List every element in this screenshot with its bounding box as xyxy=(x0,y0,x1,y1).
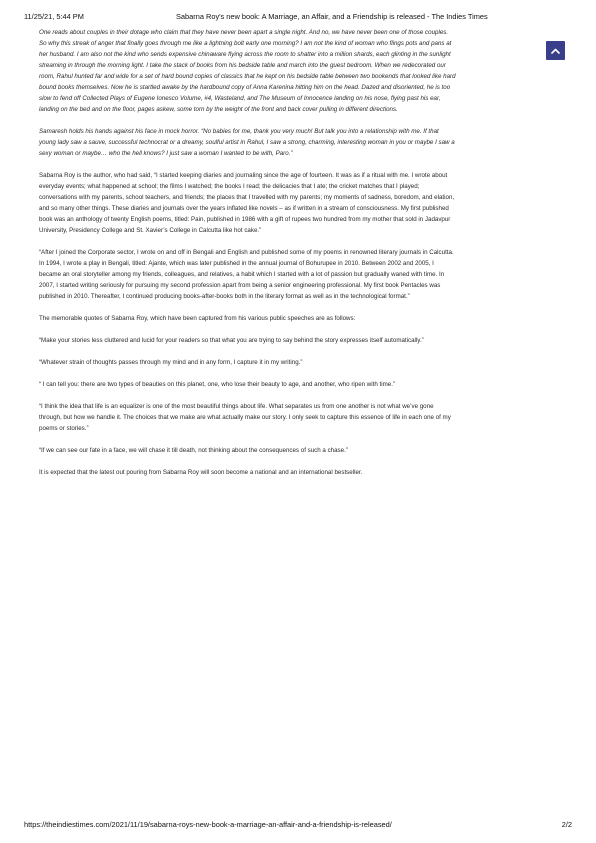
quote-paragraph: “ I can tell you: there are two types of beauties on this planet, one, who lose their beauty to age, and another, who ripen with time.” xyxy=(39,381,395,388)
print-footer xyxy=(24,820,572,832)
article-body xyxy=(39,27,457,489)
print-timestamp: 11/25/21, 5:44 PM xyxy=(24,12,84,21)
article-paragraph: One reads about couples in their dotage who claim that they have never been apart a single night. And no, we have never been one of those couples. So why this streak of anger that finally goes through me like a lightning bolt early one morning? I am not the kind of woman who flings pots and pans at her husband. I am also not the kind who sends expensive chinaware flying across the room to shatter into a million shards, each glinting in the sunlight streaming in through the morning light. I take the stack of books from his bedside table and march into the guest bedroom. When we redecorated our room, Rahul hunted far and wide for a set of hard bound copies of classics that he kept on his bedside table between two bookends that looked like hard bound books themselves. Now he is startled awake by the hardbound copy of Anna Karenina hitting him on the head. Dazed and disoriented, he is too slow to fend off Collected Plays of Eugene Ionesco Volume, #4, Wasteland, and The Museum of Innocence landing on his nose, flying past his ear, landing on the bed and on the floor, pages askew, some torn by the weight of the front and back cover pulling in different directions. xyxy=(39,29,456,113)
print-page-number: 2/2 xyxy=(561,820,572,829)
print-url: https://theindiestimes.com/2021/11/19/sabarna-roys-new-book-a-marriage-an-affair-and-a-friendship-is-released/ xyxy=(24,820,392,829)
article-paragraph: The memorable quotes of Sabarna Roy, which have been captured from his various public speeches are as follows: xyxy=(39,315,356,322)
article-paragraph: Sabarna Roy is the author, who had said, “I started keeping diaries and journaling since the age of fourteen. It was as if a ritual with me. I wrote about everyday events; what happened at school; the films I watched; the books I read; the delicacies that I ate; the cricket matches that I played; conversations with my parents, school teachers, and friends; the places that I travelled with my parents; my moments of sadness, boredom, and elation, and so many other things. These diaries and journals over the years inflated like novels – as if written in a stream of consciousness. My first published book was an anthology of twenty English poems, titled: Pain, published in 1986 with a gift of rupees two hundred from my mother that sold in Jadavpur University, Presidency College and St. Xavier’s College in Calcutta like hot cake.” xyxy=(39,172,455,234)
quote-paragraph: “I think the idea that life is an equalizer is one of the most beautiful things about life. What separates us from one another is not what we’ve gone through, but how we handle it. The choices that we make are what actually make our story. I only seek to capture this essence of life in each one of my poems or stories.” xyxy=(39,403,451,432)
quote-paragraph: “Make your stories less cluttered and lucid for your readers so that what you are trying to say behind the story expresses itself automatically.” xyxy=(39,337,424,344)
article-paragraph: “After I joined the Corporate sector, I wrote on and off in Bengali and English and published some of my poems in renowned literary journals in Calcutta. In 1994, I wrote a play in Bengali, titled: Ajante, which was later published in the annual journal of Bohurupee in 2010. Between 2002 and 2005, I became an oral storyteller among my friends, colleagues, and relatives, a habit which I started with a lot of passion but gradually waned with time. In 2007, I started writing seriously for pursuing my second profession apart from being a senior engineering professional. My first book Pentacles was published in 2010. Thereafter, I continued producing books-after-books both in the literary format as well as in the technological format.” xyxy=(39,249,454,300)
scroll-to-top-button[interactable] xyxy=(546,41,565,60)
chevron-up-icon xyxy=(551,48,560,54)
quote-paragraph: “Whatever strain of thoughts passes through my mind and in any form, I capture it in my writing.” xyxy=(39,359,303,366)
print-page-title: Sabarna Roy's new book: A Marriage, an Affair, and a Friendship is released - The Indies Times xyxy=(176,12,488,21)
article-paragraph: Samaresh holds his hands against his face in mock horror. “No babies for me, thank you very much! But talk you into a relationship with me. If that young lady saw a sauve, successful technocrat or a dreamy, soulful artist in Rahul, I saw a strong, charming, interesting woman in you or maybe I saw a sexy woman or maybe… who the hell knows? I just saw a woman I wanted to be with, Paro.” xyxy=(39,128,455,157)
quote-paragraph: “If we can see our fate in a face, we will chase it till death, not thinking about the consequences of such a chase.” xyxy=(39,447,348,454)
print-header xyxy=(24,12,572,24)
article-paragraph: It is expected that the latest out pouring from Sabarna Roy will soon become a national and an international bestseller. xyxy=(39,469,363,476)
